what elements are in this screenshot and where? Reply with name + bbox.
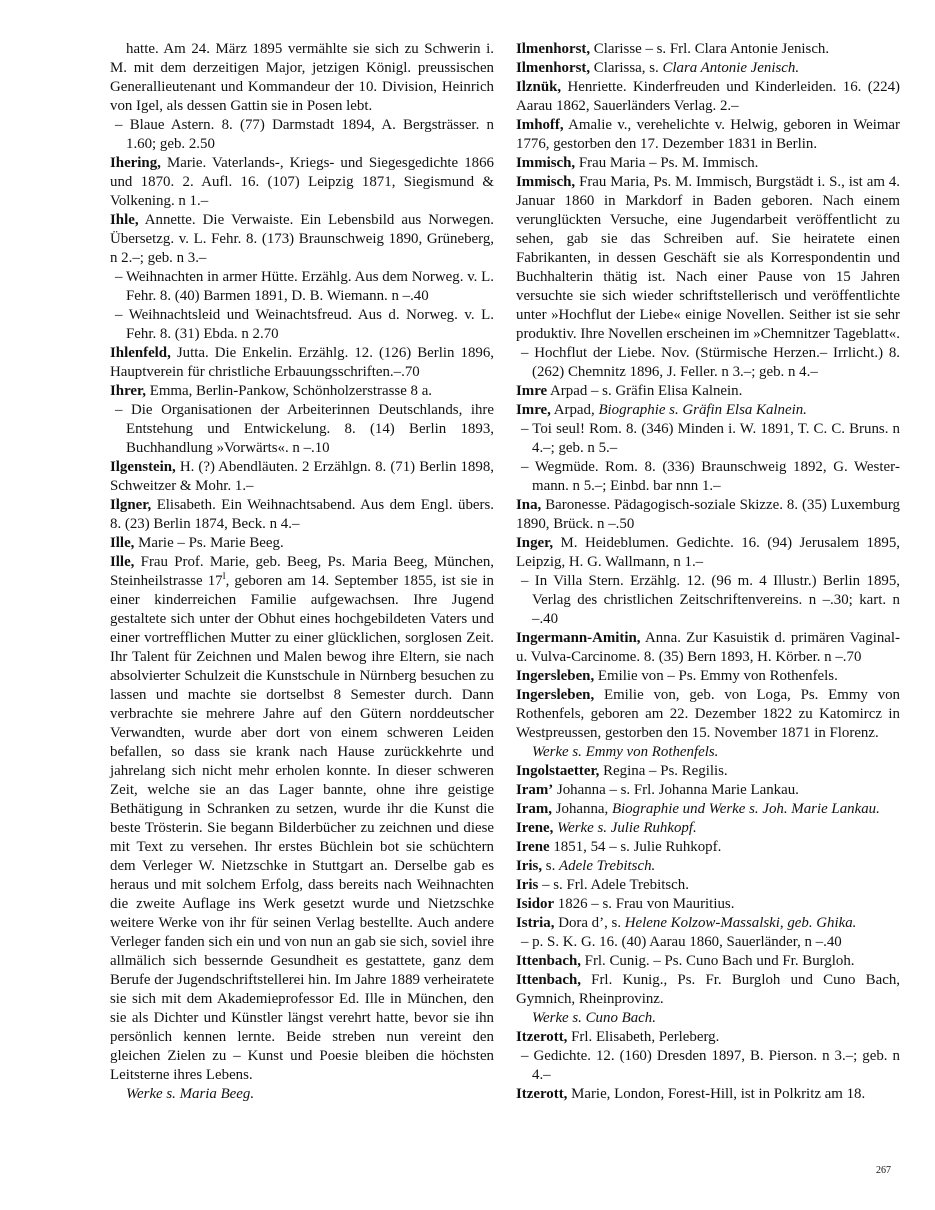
entry-text: Anna. Zur Kasuistik d. primären Vaginal- u. Vulva-Carcinome. 8. (35) Bern 1893, H. Körber. n –.70 (516, 630, 900, 665)
work-listing (110, 268, 494, 306)
entry-headword: Ihle, (110, 212, 139, 228)
entry-text: Clarisse – s. Frl. Clara Antonie Jenisch. (590, 41, 830, 57)
entry-text: – Hochflut der Liebe. Nov. (Stürmische Herzen.– Irrlicht.) 8. (262) Chemnitz 1896, J. Feller. n 3.–; geb. n 4.– (521, 345, 900, 380)
work-listing (110, 401, 494, 458)
superscript: I (222, 571, 226, 582)
entry-headword: Ilznük, (516, 79, 562, 95)
entry-text: , geboren am 14. September 1855, ist sie in einer kinderreichen Familie aufgewachsen. Ihre Jugend gestaltete sich unter der Obhut eines hochgebildeten Vaters und einer vortrefflichen Mutter zu einer glücklichen, sorglosen Zeit. Ihr Talent für Zeichnen und Malen bewog ihre Eltern, sie nach absolvierter Schulzeit die Kunstschule in Nürnberg besuchen zu lassen und machte sie dortselbst 8 Semester durch. Dann verbrachte sie mehrere Jahre auf den Gütern norddeutscher Verwandten, wurde aber dort von einem schweren Leiden befallen, so dass sie krank nach Hause zurückkehrte und jahrelang sich nicht mehr erholen konnte. In dieser schweren Zeit, welche sie an das Lager bannte, ohne ihre geistige Bethätigung in Schranken zu setzen, wurde ihr die Kunst die beste Trösterin. Sie begann Bilderbücher zu zeichnen und diese mit Text zu versehen. Ihr erstes Büchlein bot sie schüchtern dem Verleger W. Nietzschke in Stuttgart an. Derselbe gab es heraus und mit solchem Erfolg, dass bereits nach Weihnachten die zweite Auflage ins Werk gesetzt wurde und Nietzschke weitere Werke von ihr für seinen Verlag bestellte. Auch andere Verleger fanden sich ein und von nun an gab sie sich, soviel ihre allmälich sich bessernde Gesundheit es gestattete, ganz dem Berufe der Jugendschriftstellerei hin. Im Jahre 1889 verheiratete sie sich mit dem Akademieprofessor Ed. Ille in München, den sie als Dichter und Künstler längst verehrt hatte, bevor sie ihn persönlich kennen lernte. Beide streben nun vereint den gleichen Zielen zu – Kunst und Poesie bleiben die höchsten Leitsterne ihres Lebens. (110, 573, 494, 1083)
dictionary-entry (516, 857, 900, 876)
entry-headword: Iris (516, 877, 539, 893)
entry-headword: Ille, (110, 554, 135, 570)
dictionary-entry (516, 629, 900, 667)
dictionary-entry (516, 534, 900, 572)
entry-text: Annette. Die Verwaiste. Ein Lebensbild aus Norwegen. Übersetzg. v. L. Fehr. 8. (173) Braunschweig 1890, Grüneberg, n 2.–; geb. n 3.– (110, 212, 494, 266)
entry-italic-reference: Biographie und Werke s. Joh. Marie Lankau. (611, 801, 880, 817)
dictionary-entry (516, 800, 900, 819)
dictionary-entry (516, 173, 900, 344)
dictionary-entry (110, 344, 494, 382)
entry-headword: Ilgner, (110, 497, 152, 513)
entry-headword: Ille, (110, 535, 135, 551)
dictionary-entry (110, 458, 494, 496)
entry-text: Frl. Elisabeth, Perleberg. (567, 1029, 720, 1045)
entry-headword: Ingolstaetter, (516, 763, 600, 779)
entry-text: Frl. Kunig., Ps. Fr. Burgloh und Cuno Bach, Gymnich, Rheinprovinz. (516, 972, 900, 1007)
works-reference (110, 1085, 494, 1104)
dictionary-entry (516, 382, 900, 401)
entry-text: Werke s. Maria Beeg. (126, 1086, 255, 1102)
dictionary-entry (516, 116, 900, 154)
entry-text: – p. S. K. G. 16. (40) Aarau 1860, Sauerländer, n –.40 (521, 934, 842, 950)
dictionary-entry (516, 40, 900, 59)
entry-italic-reference: Adele Trebitsch. (559, 858, 656, 874)
entry-italic-reference: Helene Kolzow-Massalski, geb. Ghika. (624, 915, 857, 931)
entry-text: hatte. Am 24. März 1895 vermählte sie sich zu Schwerin i. M. mit dem derzeitigen Major, jetzigen Königl. preussischen Generallieutenant und Kommandeur der 10. Division, Heinrich von Igel, als dessen Gattin sie in Posen lebt. (110, 41, 494, 114)
entry-headword: Ingersleben, (516, 668, 595, 684)
entry-text: H. (?) Abendläuten. 2 Erzählgn. 8. (71) Berlin 1898, Schweitzer & Mohr. 1.– (110, 459, 494, 494)
entry-headword: Ilmenhorst, (516, 60, 591, 76)
dictionary-entry (516, 59, 900, 78)
entry-headword: Ina, (516, 497, 542, 513)
dictionary-entry (516, 667, 900, 686)
entry-text: Marie. Vaterlands-, Kriegs- und Siegesgedichte 1866 und 1870. 2. Aufl. 16. (107) Leipzig 1871, Siegismund & Volkening. n 1.– (110, 155, 494, 209)
work-listing (110, 306, 494, 344)
entry-headword: Ilgenstein, (110, 459, 176, 475)
entry-text: Baronesse. Pädagogisch-soziale Skizze. 8. (35) Luxemburg 1890, Brück. n –.50 (516, 497, 900, 532)
dictionary-entry (516, 1085, 900, 1104)
entry-headword: Inger, (516, 535, 554, 551)
entry-text: – Gedichte. 12. (160) Dresden 1897, B. Pierson. n 3.–; geb. n 4.– (521, 1048, 900, 1083)
entry-text: – Die Organisationen der Arbeiterinnen Deutschlands, ihre Entstehung und Entwickelung. 8. (14) Berlin 1893, Buchhandlung »Vorwärts«. n –.10 (115, 402, 494, 456)
dictionary-entry (110, 154, 494, 211)
dictionary-entry (516, 154, 900, 173)
dictionary-entry (516, 895, 900, 914)
entry-headword: Iris, (516, 858, 543, 874)
dictionary-entry (110, 553, 494, 1085)
dictionary-entry (516, 686, 900, 743)
dictionary-entry (516, 819, 900, 838)
entry-text: – Blaue Astern. 8. (77) Darmstadt 1894, A. Bergsträsser. n 1.60; geb. 2.50 (115, 117, 494, 152)
entry-text: Emilie von, geb. von Loga, Ps. Emmy von Rothenfels, geboren am 22. Dezember 1822 zu Katomircz in Westpreussen, gestorben den 15. November 1871 in Florenz. (516, 687, 900, 741)
work-listing (516, 933, 900, 952)
entry-headword: Itzerott, (516, 1029, 568, 1045)
work-listing (110, 116, 494, 154)
entry-italic-reference: Clara Antonie Jenisch. (662, 60, 800, 76)
entry-text: 1851, 54 – s. Julie Ruhkopf. (549, 839, 722, 855)
entry-headword: Istria, (516, 915, 555, 931)
work-listing (516, 1047, 900, 1085)
entry-text: Werke s. Cuno Bach. (532, 1010, 656, 1026)
entry-headword: Imre (516, 383, 548, 399)
dictionary-entry (516, 838, 900, 857)
works-reference (516, 743, 900, 762)
entry-headword: Ihlenfeld, (110, 345, 171, 361)
dictionary-entry (516, 971, 900, 1009)
entry-text: Dora d’, s. (554, 915, 625, 931)
entry-text: Emma, Berlin-Pankow, Schönholzerstrasse 8 a. (146, 383, 433, 399)
entry-text: Clarissa, s. (590, 60, 663, 76)
work-listing (516, 458, 900, 496)
entry-headword: Ingermann-Amitin, (516, 630, 641, 646)
entry-headword: Irene, (516, 820, 554, 836)
entry-headword: Imre, (516, 402, 551, 418)
entry-text: s. (542, 858, 560, 874)
dictionary-entry (110, 382, 494, 401)
entry-headword: Ihering, (110, 155, 161, 171)
entry-text: – Toi seul! Rom. 8. (346) Minden i. W. 1891, T. C. C. Bruns. n 4.–; geb. n 5.– (521, 421, 900, 456)
entry-text: Frau Prof. Marie, geb. Beeg, Ps. Maria Beeg, München, Steinheilstrasse 17 (110, 554, 494, 589)
entry-text: Frau Maria, Ps. M. Immisch, Burgstädt i. S., ist am 4. Januar 1860 in Markdorf in Baden geboren. Nach einem verunglückten Versuche, eine Jugendarbeit veröffentlicht zu sehen, gab sie das Schreiben auf. Sie heiratete einen Fabrikanten, in dessen Geschäft sie als Korrespondentin und Buchhalterin thätig ist. Nach einer Pause von 15 Jahren versuchte sie sich wieder schriftstellerisch und veröffentlichte unter »Hochflut der Liebe« einige Novellen. Seither ist sie sehr produktiv. Ihre Novellen erscheinen im »Chemnitzer Tageblatt«. (516, 174, 900, 342)
entry-text: Amalie v., verehelichte v. Helwig, geboren in Weimar 1776, gestorben den 17. Dezember 1831 in Berlin. (516, 117, 900, 152)
entry-text: Jutta. Die Enkelin. Erzählg. 12. (126) Berlin 1896, Hauptverein für christliche Erbauungsschriften.–.70 (110, 345, 494, 380)
entry-headword: Ihrer, (110, 383, 146, 399)
work-listing (516, 572, 900, 629)
entry-text: Marie – Ps. Marie Beeg. (134, 535, 284, 551)
entry-headword: Ittenbach, (516, 972, 581, 988)
entry-headword: Imhoff, (516, 117, 564, 133)
entry-text: – Wegmüde. Rom. 8. (336) Braunschweig 1892, G. Westermann. n 5.–; Einbd. bar nnn 1.– (521, 459, 900, 494)
dictionary-entry (516, 952, 900, 971)
dictionary-entry (110, 496, 494, 534)
dictionary-entry (516, 914, 900, 933)
entry-headword: Irene (516, 839, 550, 855)
work-listing (516, 420, 900, 458)
dictionary-entry (516, 762, 900, 781)
dictionary-entry (516, 1028, 900, 1047)
entry-text: – In Villa Stern. Erzählg. 12. (96 m. 4 Illustr.) Berlin 1895, Verlag des christlichen Zeitschriftenvereins. n –.30; kart. n –.40 (521, 573, 900, 627)
entry-text: 1826 – s. Frau von Mauritius. (554, 896, 735, 912)
entry-headword: Ingersleben, (516, 687, 595, 703)
entry-text: Frau Maria – Ps. M. Immisch. (575, 155, 759, 171)
entry-text: – Weihnachtsleid und Weinachtsfreud. Aus d. Norweg. v. L. Fehr. 8. (31) Ebda. n 2.70 (115, 307, 494, 342)
entry-headword: Isidor (516, 896, 555, 912)
work-listing (516, 344, 900, 382)
dictionary-entry (110, 534, 494, 553)
entry-text: Marie, London, Forest-Hill, ist in Polkritz am 18. (567, 1086, 866, 1102)
entry-text: Henriette. Kinderfreuden und Kinderleiden. 16. (224) Aarau 1862, Sauerländers Verlag. 2.– (516, 79, 900, 114)
entry-continuation (110, 40, 494, 116)
entry-headword: Immisch, (516, 174, 576, 190)
entry-headword: Iram, (516, 801, 552, 817)
entry-headword: Itzerott, (516, 1086, 568, 1102)
entry-text: – Weihnachten in armer Hütte. Erzählg. Aus dem Norweg. v. L. Fehr. 8. (40) Barmen 1891, D. B. Wiemann. n –.40 (115, 269, 494, 304)
left-column (110, 40, 494, 1104)
entry-headword: Iram’ (516, 782, 554, 798)
entry-text: Werke s. Emmy von Rothenfels. (532, 744, 719, 760)
works-reference (516, 1009, 900, 1028)
entry-text: Johanna, (551, 801, 612, 817)
entry-text: Regina – Ps. Regilis. (599, 763, 728, 779)
dictionary-entry (516, 496, 900, 534)
entry-text: Elisabeth. Ein Weihnachtsabend. Aus dem Engl. übers. 8. (23) Berlin 1874, Beck. n 4.– (110, 497, 494, 532)
entry-headword: Ittenbach, (516, 953, 581, 969)
entry-text: – s. Frl. Adele Trebitsch. (538, 877, 689, 893)
entry-headword: Immisch, (516, 155, 576, 171)
dictionary-entry (516, 78, 900, 116)
dictionary-entry (516, 876, 900, 895)
entry-text: Emilie von – Ps. Emmy von Rothenfels. (594, 668, 838, 684)
entry-text: Arpad – s. Gräfin Elisa Kalnein. (547, 383, 743, 399)
dictionary-entry (516, 781, 900, 800)
entry-italic-reference: Werke s. Julie Ruhkopf. (557, 820, 697, 836)
entry-text: M. Heideblumen. Gedichte. 16. (94) Jerusalem 1895, Leipzig, H. G. Wallmann, n 1.– (516, 535, 900, 570)
entry-text: Johanna – s. Frl. Johanna Marie Lankau. (553, 782, 799, 798)
entry-headword: Ilmenhorst, (516, 41, 591, 57)
entry-text: Frl. Cunig. – Ps. Cuno Bach und Fr. Burgloh. (580, 953, 855, 969)
right-column (516, 40, 900, 1104)
entry-italic-reference: Biographie s. Gräfin Elsa Kalnein. (598, 402, 807, 418)
dictionary-entry (110, 211, 494, 268)
page-number: 267 (876, 1165, 891, 1176)
entry-text: Arpad, (550, 402, 599, 418)
dictionary-entry (516, 401, 900, 420)
